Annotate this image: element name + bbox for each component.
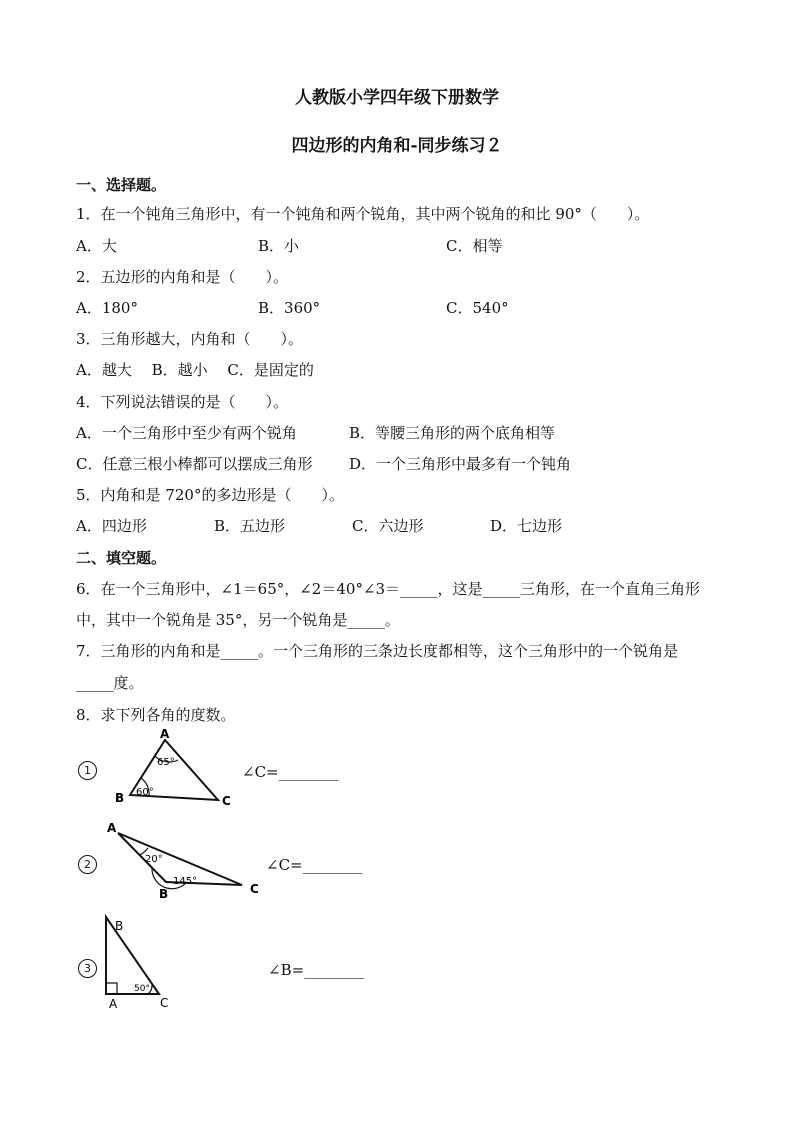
figure-3-label-a: A <box>109 997 118 1011</box>
figure-2-angle-b: 145° <box>173 876 198 887</box>
figure-2-angle-a: 20° <box>145 854 163 865</box>
figure-1-label-b: B <box>115 791 125 805</box>
figure-1-angle-a: 65° <box>157 757 175 768</box>
figure-3-answer: ∠B=________ <box>268 961 365 979</box>
page-title: 人教版小学四年级下册数学 <box>295 88 499 108</box>
question-5-option-b: B．五边形 <box>214 517 286 535</box>
question-5-option-a: A．四边形 <box>76 517 147 535</box>
figure-1-angle-b: 60° <box>136 787 154 798</box>
figure-3-number: 3 <box>78 959 97 978</box>
figure-2-label-a: A <box>107 821 117 835</box>
question-6-line-1: 6．在一个三角形中，∠1＝65°，∠2＝40°∠3＝_____，这是_____三角形，在一个直角三角形 <box>76 580 701 598</box>
question-1-option-c: C．相等 <box>446 237 503 255</box>
question-1-stem: 1．在一个钝角三角形中，有一个钝角和两个锐角，其中两个锐角的和比 90°（ ）。 <box>76 205 650 223</box>
question-4-option-b: B．等腰三角形的两个底角相等 <box>349 424 556 442</box>
question-4-option-d: D．一个三角形中最多有一个钝角 <box>349 455 572 473</box>
question-6-line-2: 中，其中一个锐角是 35°，另一个锐角是_____。 <box>76 611 400 629</box>
question-2-stem: 2．五边形的内角和是（ ）。 <box>76 268 289 286</box>
figure-1-number: 1 <box>78 761 97 780</box>
question-3-stem: 3．三角形越大，内角和（ ）。 <box>76 330 304 348</box>
section-heading-choice: 一、选择题。 <box>76 176 167 194</box>
question-4-option-c: C．任意三根小棒都可以摆成三角形 <box>76 455 313 473</box>
figure-3-angle-c: 50° <box>134 984 150 994</box>
question-5-option-c: C．六边形 <box>352 517 424 535</box>
figure-3-label-c: C <box>160 996 169 1010</box>
question-5-stem: 5．内角和是 720°的多边形是（ ）。 <box>76 486 344 504</box>
section-heading-fill: 二、填空题。 <box>76 549 167 567</box>
question-7-line-1: 7．三角形的内角和是_____。一个三角形的三条边长度都相等，这个三角形中的一个锐角是 <box>76 642 679 660</box>
page-subtitle: 四边形的内角和-同步练习２ <box>291 136 503 156</box>
figure-3-label-b: B <box>115 919 124 933</box>
figure-1-answer: ∠C=________ <box>242 763 339 781</box>
question-7-line-2: _____度。 <box>76 674 144 692</box>
question-4-option-a: A．一个三角形中至少有两个锐角 <box>76 424 297 442</box>
question-2-option-a: A．180° <box>76 299 138 317</box>
figure-2-answer: ∠C=________ <box>266 856 363 874</box>
figure-2-label-b: B <box>159 887 169 901</box>
question-3-options: A．越大 B．越小 C．是固定的 <box>76 361 314 379</box>
figure-2-label-c: C <box>250 882 259 896</box>
figure-1-label-c: C <box>222 794 231 808</box>
figure-1-label-a: A <box>160 727 170 741</box>
question-2-option-c: C．540° <box>446 299 509 317</box>
question-5-option-d: D．七边形 <box>490 517 563 535</box>
question-1-option-b: B．小 <box>258 237 300 255</box>
question-4-stem: 4．下列说法错误的是（ ）。 <box>76 393 289 411</box>
question-8-stem: 8．求下列各角的度数。 <box>76 706 236 724</box>
question-1-option-a: A．大 <box>76 237 117 255</box>
figure-2-number: 2 <box>78 855 97 874</box>
question-2-option-b: B．360° <box>258 299 321 317</box>
